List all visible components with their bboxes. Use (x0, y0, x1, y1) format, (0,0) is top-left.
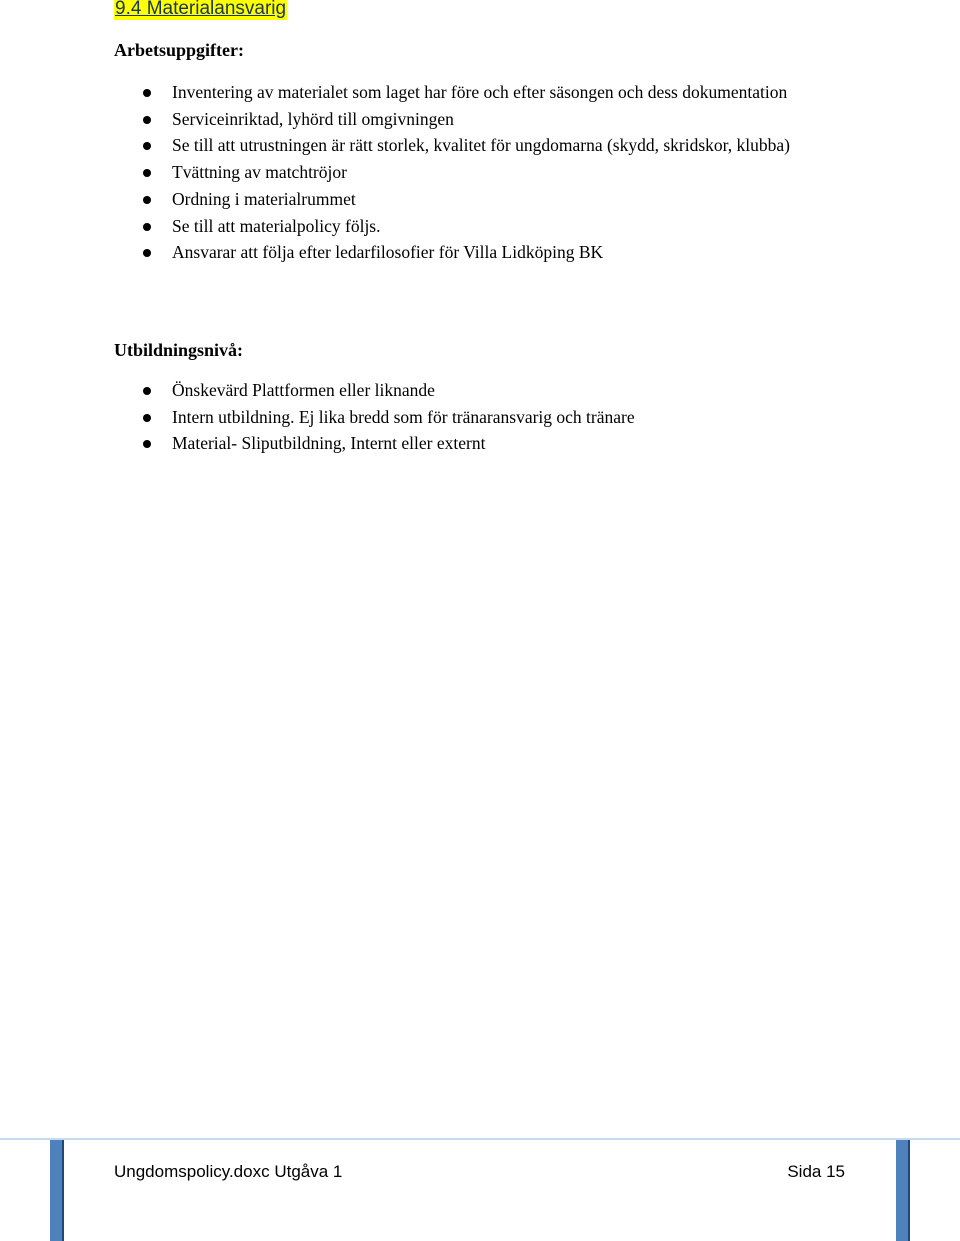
list-item-text: Tvättning av matchtröjor (172, 162, 347, 183)
section-heading-tasks: Arbetsuppgifter: (114, 40, 244, 60)
list-item-text: Inventering av materialet som laget har före och efter säsongen och dess dokumentation (172, 82, 788, 102)
footer-rule (0, 1138, 960, 1140)
list-item-text: Material- Sliputbildning, Internt eller externt (172, 433, 486, 454)
bullet-icon (143, 169, 151, 177)
list-item (0, 132, 812, 159)
bullet-icon (143, 414, 151, 422)
list-item (0, 213, 812, 240)
list-item-text: Intern utbildning. Ej lika bredd som för tränaransvarig och tränare (172, 406, 635, 427)
bullet-icon (143, 249, 151, 257)
list-item-text: Ansvarar att följa efter ledarfilosofier för Villa Lidköping BK (172, 242, 604, 263)
footer-document-name: Ungdomspolicy.doxc Utgåva 1 (114, 1162, 343, 1181)
list-item (0, 377, 812, 404)
section-heading-education: Utbildningsnivå: (114, 340, 244, 360)
list-item (0, 404, 812, 431)
bullet-icon (143, 223, 151, 231)
list-item (0, 106, 812, 133)
bullet-icon (143, 116, 151, 124)
bullet-icon (143, 387, 151, 395)
list-item (0, 159, 812, 186)
footer-bar-left (50, 1140, 62, 1241)
list-item (0, 186, 812, 213)
list-item-text: Serviceinriktad, lyhörd till omgivningen (172, 108, 454, 129)
list-item (0, 79, 812, 106)
list-item (0, 430, 812, 457)
tasks-list (0, 79, 812, 266)
bullet-icon (143, 196, 151, 204)
list-item-text: Se till att materialpolicy följs. (172, 215, 381, 236)
bullet-icon (143, 440, 151, 448)
list-item (0, 239, 812, 266)
list-item-text: Önskevärd Plattformen eller liknande (172, 380, 435, 400)
list-item-text: Se till att utrustningen är rätt storlek, kvalitet för ungdomarna (skydd, skridskor, klubba) (172, 135, 790, 156)
footer-bar-right (896, 1140, 908, 1241)
page-heading: 9.4 Materialansvarig (115, 0, 287, 19)
footer-page-number: Sida 15 (787, 1162, 845, 1181)
list-item-text: Ordning i materialrummet (172, 188, 356, 209)
bullet-icon (143, 142, 151, 150)
bullet-icon (143, 89, 151, 97)
education-list (0, 377, 812, 457)
